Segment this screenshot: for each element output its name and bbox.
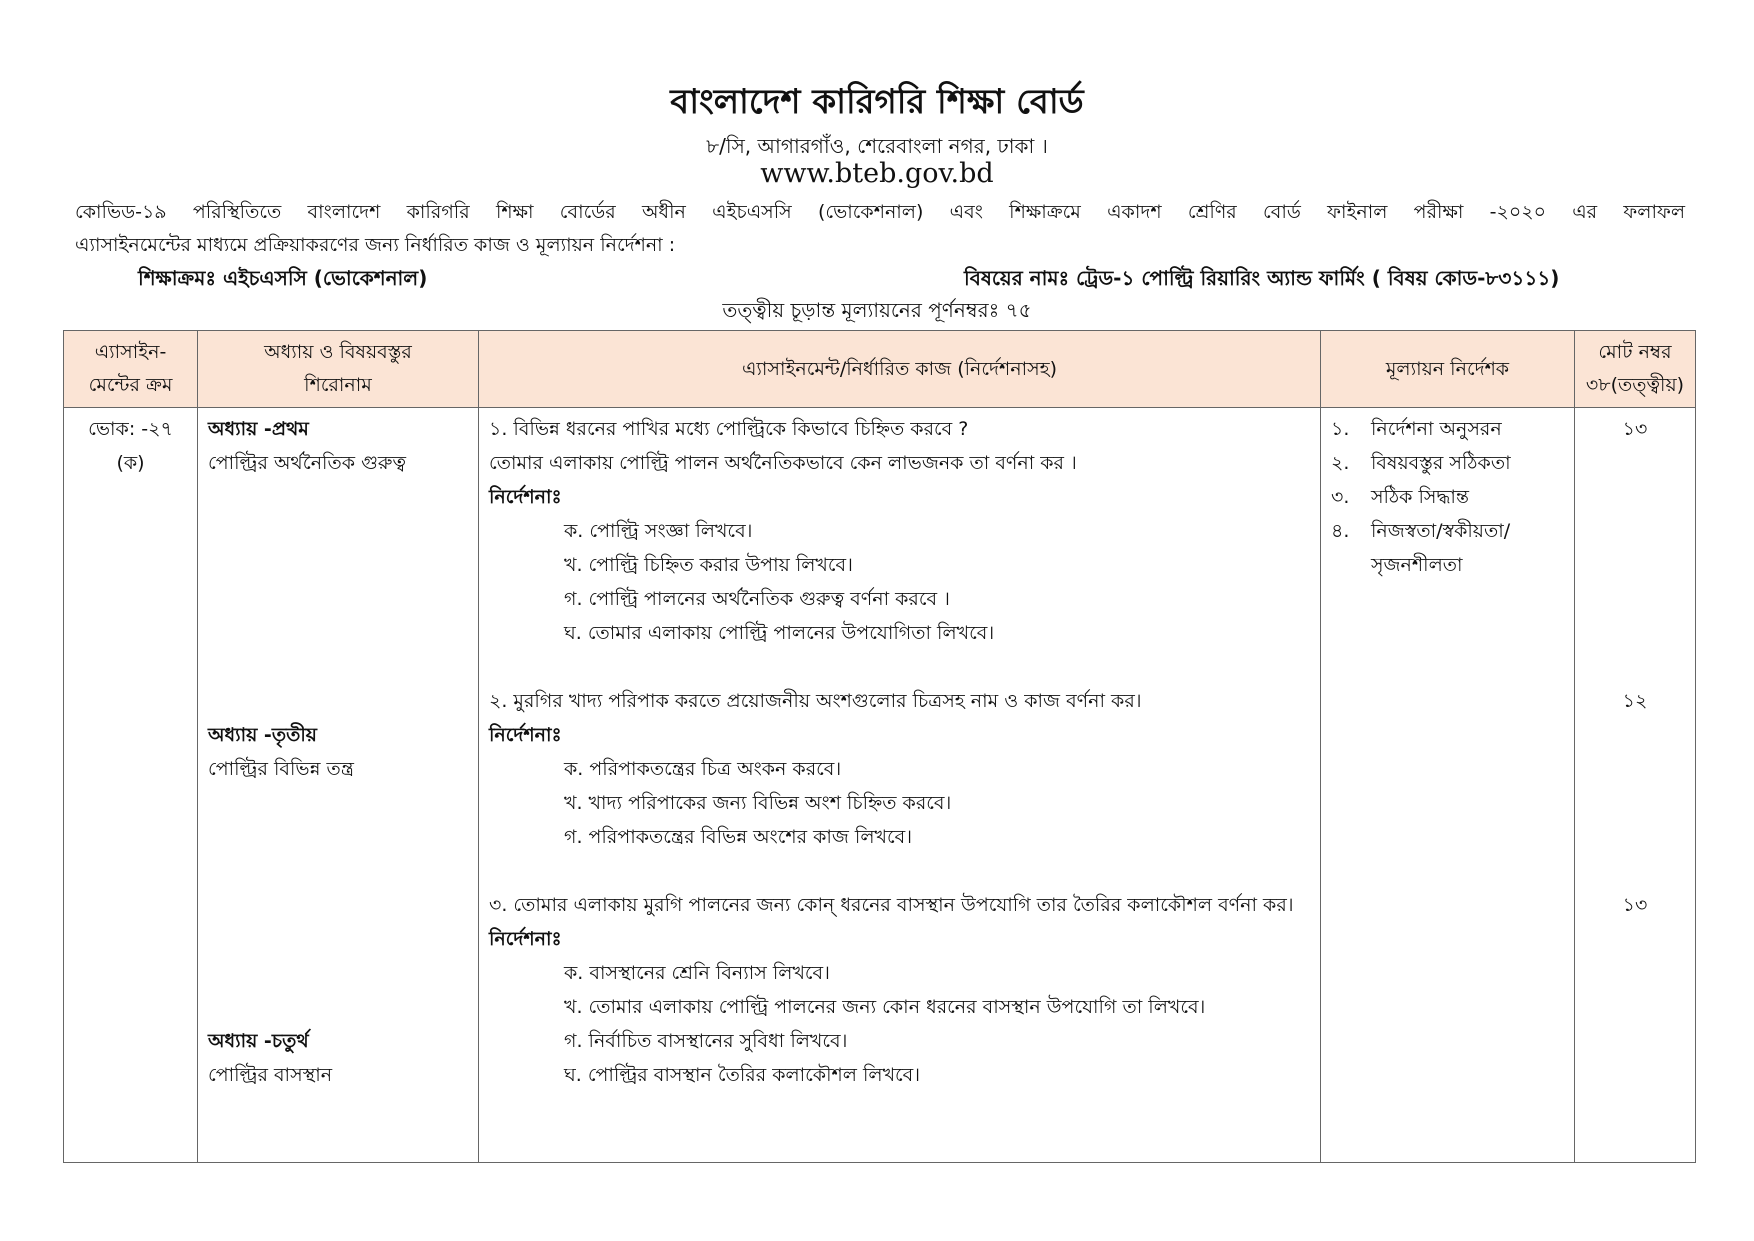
list-item: ঘ. তোমার এলাকায় পোল্ট্রি পালনের উপযোগিতা লিখবে। [564,622,995,644]
criteria-item: ৪. নিজস্বতা/স্বকীয়তা/ সৃজনশীলতা [1331,520,1511,576]
list-item: ক. বাসস্থানের শ্রেনি বিন্যাস লিখবে। [564,962,830,984]
header-assignment-seq: এ্যাসাইন- মেন্টের ক্রম [64,331,198,408]
board-address: ৮/সি, আগারগাঁও, শেরেবাংলা নগর, ঢাকা । [706,134,1048,158]
intro-line-1: কোভিড-১৯ পরিস্থিতিতে বাংলাদেশ কারিগরি শিক্ষা বোর্ডের অধীন এইচএসসি (ভোকেশনাল) এবং শিক্ষাক্রমে একাদশ শ্রেণির বোর্ড ফাইনাল পরীক্ষা -২০২০ এর ফলাফল [75,201,1685,223]
criteria-item: ১. নির্দেশনা অনুসরন [1331,418,1502,440]
criteria-item: ২. বিষয়বস্তুর সঠিকতা [1331,452,1511,474]
instruction-label: নির্দেশনাঃ [489,928,562,950]
full-marks-label: তত্ত্বীয় চূড়ান্ত মূল্যায়নের পূর্ণনম্বরঃ ৭৫ [722,298,1032,322]
marks-cell [1575,408,1696,1163]
header-total-marks: মোট নম্বর ৩৮(তত্ত্বীয়) [1575,331,1696,408]
list-item: গ. নির্বাচিত বাসস্থানের সুবিধা লিখবে। [564,1030,848,1052]
task-cell [479,408,1321,1163]
list-item: গ. পরিপাকতন্ত্রের বিভিন্ন অংশের কাজ লিখবে। [564,826,912,848]
board-website: www.bteb.gov.bd [760,158,994,189]
chapter-topic: পোল্ট্রির বিভিন্ন তন্ত্র [208,758,354,780]
list-item: খ. খাদ্য পরিপাকের জন্য বিভিন্ন অংশ চিহ্নিত করবে। [564,792,952,814]
curriculum-label: শিক্ষাক্রমঃ এইচএসসি (ভোকেশনাল) [138,266,428,290]
question-3-marks: ১৩ [1622,894,1648,916]
list-item: খ. পোল্ট্রি চিহ্নিত করার উপায় লিখবে। [564,554,853,576]
table-header-row [64,331,1696,408]
intro-line-2: এ্যাসাইনমেন্টের মাধ্যমে প্রক্রিয়াকরণের জন্য নির্ধারিত কাজ ও মূল্যায়ন নির্দেশনা : [75,234,676,256]
table-row [64,408,1696,1163]
instruction-label: নির্দেশনাঃ [489,724,562,746]
question-2: ২. মুরগির খাদ্য পরিপাক করতে প্রয়োজনীয় অংশগুলোর চিত্রসহ নাম ও কাজ বর্ণনা কর। [489,690,1142,712]
question-1-line-2: তোমার এলাকায় পোল্ট্রি পালন অর্থনৈতিকভাবে কেন লাভজনক তা বর্ণনা কর । [489,452,1077,474]
list-item: ঘ. পোল্ট্রির বাসস্থান তৈরির কলাকৌশল লিখবে। [564,1064,921,1086]
chapter-topic: পোল্ট্রির অর্থনৈতিক গুরুত্ব [208,452,407,474]
list-item: ক. পোল্ট্রি সংজ্ঞা লিখবে। [564,520,753,542]
chapter-title: অধ্যায় -চতুর্থ [208,1030,309,1052]
question-2-marks: ১২ [1622,690,1648,712]
subject-label: বিষয়ের নামঃ ট্রেড-১ পোল্ট্রি রিয়ারিং অ্যান্ড ফার্মিং ( বিষয় কোড-৮৩১১১) [964,266,1560,290]
instruction-label: নির্দেশনাঃ [489,486,562,508]
question-1-marks: ১৩ [1622,418,1648,440]
page-title: বাংলাদেশ কারিগরি শিক্ষা বোর্ড [670,82,1084,122]
header-assignment-task: এ্যাসাইনমেন্ট/নির্ধারিত কাজ (নির্দেশনাসহ) [479,331,1321,408]
header-assessment-criteria: মূল্যায়ন নির্দেশক [1321,331,1575,408]
criteria-item: ৩. সঠিক সিদ্ধান্ত [1331,486,1470,508]
question-3: ৩. তোমার এলাকায় মুরগি পালনের জন্য কোন্ ধরনের বাসস্থান উপযোগি তার তৈরির কলাকৌশল বর্ণনা কর। [489,894,1294,916]
list-item: খ. তোমার এলাকায় পোল্ট্রি পালনের জন্য কোন ধরনের বাসস্থান উপযোগি তা লিখবে। [564,996,1206,1018]
list-item: গ. পোল্ট্রি পালনের অর্থনৈতিক গুরুত্ব বর্ণনা করবে । [564,588,950,610]
chapter-cell [198,408,479,1163]
assignment-table [63,330,1696,1163]
question-1-line-1: ১. বিভিন্ন ধরনের পাখির মধ্যে পোল্ট্রিকে কিভাবে চিহ্নিত করবে ? [489,418,969,440]
chapter-title: অধ্যায় -তৃতীয় [208,724,317,746]
chapter-title: অধ্যায় -প্রথম [208,418,309,440]
list-item: ক. পরিপাকতন্ত্রের চিত্র অংকন করবে। [564,758,842,780]
assignment-seq-cell: ভোক: -২৭ (ক) [64,408,198,1163]
criteria-cell [1321,408,1575,1163]
intro-paragraph [75,196,1685,262]
chapter-topic: পোল্ট্রির বাসস্থান [208,1064,333,1086]
header-chapter-title: অধ্যায় ও বিষয়বস্তুর শিরোনাম [198,331,479,408]
